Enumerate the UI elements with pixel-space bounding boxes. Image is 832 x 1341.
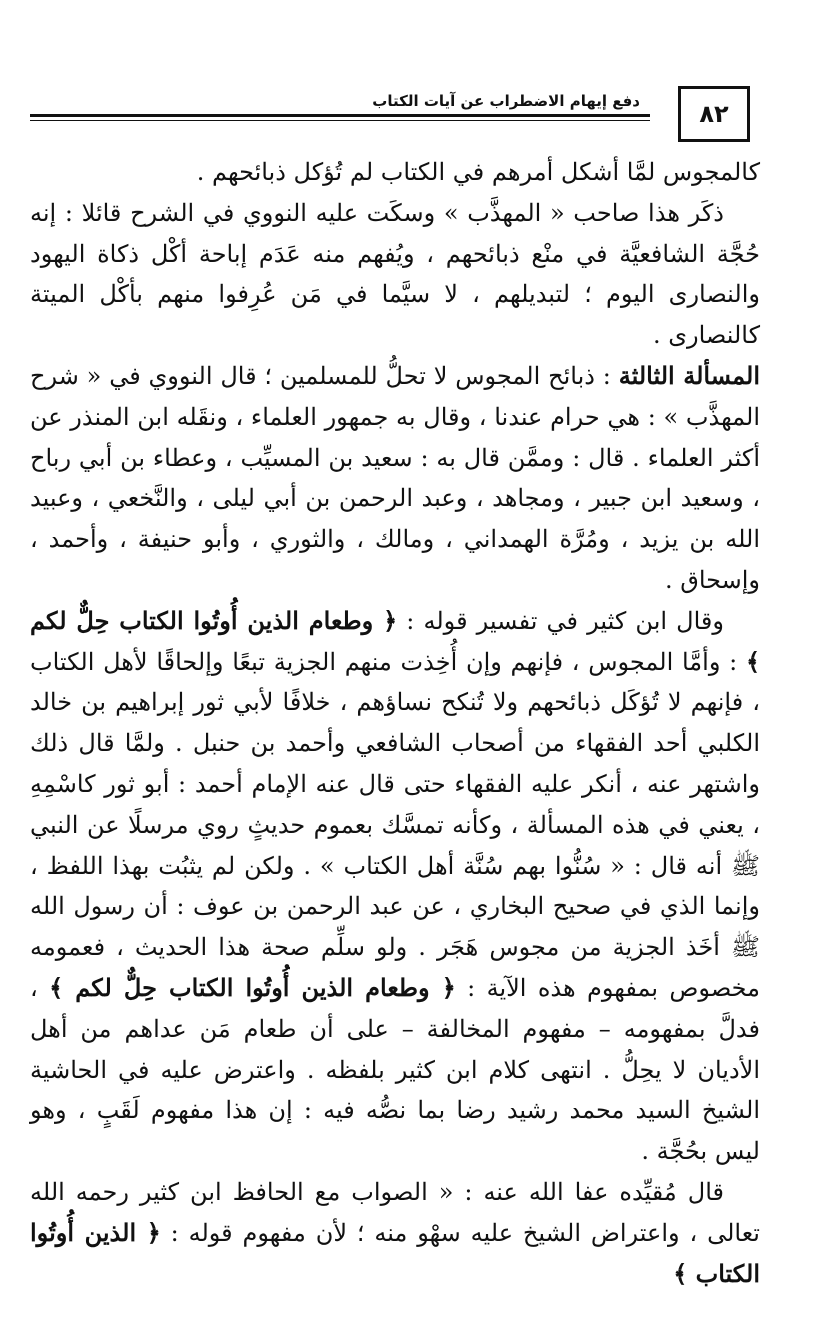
- paragraph-1: كالمجوس لمَّا أشكل أمرهم في الكتاب لم تُؤكل ذبائحهم .: [196, 158, 760, 186]
- paragraph-4: [30, 601, 760, 1172]
- paragraph-5: [30, 1172, 760, 1294]
- paragraph-4-intro: وقال ابن كثير في تفسير قوله :: [397, 606, 724, 635]
- quran-verse-2: ﴿ وطعام الذين أُوتُوا الكتاب حِلٌّ لكم ﴾: [49, 972, 456, 1002]
- paragraph-3: [30, 356, 760, 601]
- quran-verse-3: ﴿ الذين أُوتُوا الكتاب ﴾: [30, 1217, 760, 1288]
- quran-verse-1: ﴿ وطعام الذين أُوتُوا الكتاب حِلٌّ لكم ﴾: [30, 605, 760, 676]
- header-rule-thin: [30, 120, 650, 121]
- running-title: دفع إيهام الاضطراب عن آيات الكتاب: [372, 92, 640, 110]
- page-number: ٨٢: [678, 86, 750, 142]
- page-body: [30, 152, 760, 1294]
- issue-heading: المسألة الثالثة: [618, 360, 760, 390]
- header-rule-thick: [30, 114, 650, 117]
- paragraph-3-text: : ذبائح المجوس لا تحلُّ للمسلمين ؛ قال النووي في « شرح المهذَّب » : هي حرام عندنا ، وقال به جمهور العلماء ، ونقَله ابن المنذر عن أكثر العلماء . قال : وممَّن قال به : سعيد بن المسيِّب ، وعطاء بن أبي رباح ، وسعيد ابن جبير ، ومجاهد ، وعبد الرحمن بن أبي ليلى ، والنَّخعي ، وعبيد الله بن يزيد ، ومُرَّة الهمداني ، ومالك ، والثوري ، وأبو حنيفة ، وأحمد ، وإسحاق .: [30, 361, 760, 594]
- page-header: [30, 86, 750, 146]
- paragraph-2: ذكَر هذا صاحب « المهذَّب » وسكَت عليه النووي في الشرح قائلا : إنه حُجَّة الشافعيَّة في منْع ذبائحهم ، ويُفهم منه عَدَم إباحة أكْل ذكاة اليهود والنصارى اليوم ؛ لتبديلهم ، لا سيَّما في مَن عُرِفوا منهم بأكْل الميتة كالنصارى .: [30, 198, 760, 350]
- paragraph-4-middle: : وأمَّا المجوس ، فإنهم وإن أُخِذت منهم الجزية تبعًا وإلحاقًا لأهل الكتاب ، فإنهم لا تُؤكَل ذبائحهم ولا تُنكح نساؤهم ، خلافًا لأبي ثور إبراهيم بن خالد الكلبي أحد الفقهاء من أصحاب الشافعي وأحمد بن حنبل . ولمَّا قال ذلك واشتهر عنه ، أنكر عليه الفقهاء حتى قال عنه الإمام أحمد : أبو ثور كاسْمِهِ ، يعني في هذه المسألة ، وكأنه تمسَّك بعموم حديثٍ روي مرسلًا عن النبي ﷺ أنه قال : « سُنُّوا بهم سُنَّة أهل الكتاب » . ولكن لم يثبُت بهذا اللفظ ، وإنما الذي في صحيح البخاري ، عن عبد الرحمن بن عوف : أن رسول الله ﷺ أخَذ الجزية من مجوس هَجَر . ولو سلِّم صحة هذا الحديث ، فعمومه مخصوص بمفهوم هذه الآية :: [30, 647, 761, 1002]
- paragraph-5-text: قال مُقيِّده عفا الله عنه : « الصواب مع الحافظ ابن كثير رحمه الله تعالى ، واعتراض الشيخ عليه سهْو منه ؛ لأن مفهوم قوله :: [30, 1177, 760, 1247]
- paragraph-4-end: ، فدلَّ بمفهومه – مفهوم المخالفة – على أن طعام مَن عداهم من أهل الأديان لا يحِلُّ . انتهى كلام ابن كثير بلفظه . واعترض عليه في الحاشية الشيخ السيد محمد رشيد رضا بما نصُّه فيه : إن هذا مفهوم لَقَبٍ ، وهو ليس بحُجَّة .: [30, 973, 760, 1166]
